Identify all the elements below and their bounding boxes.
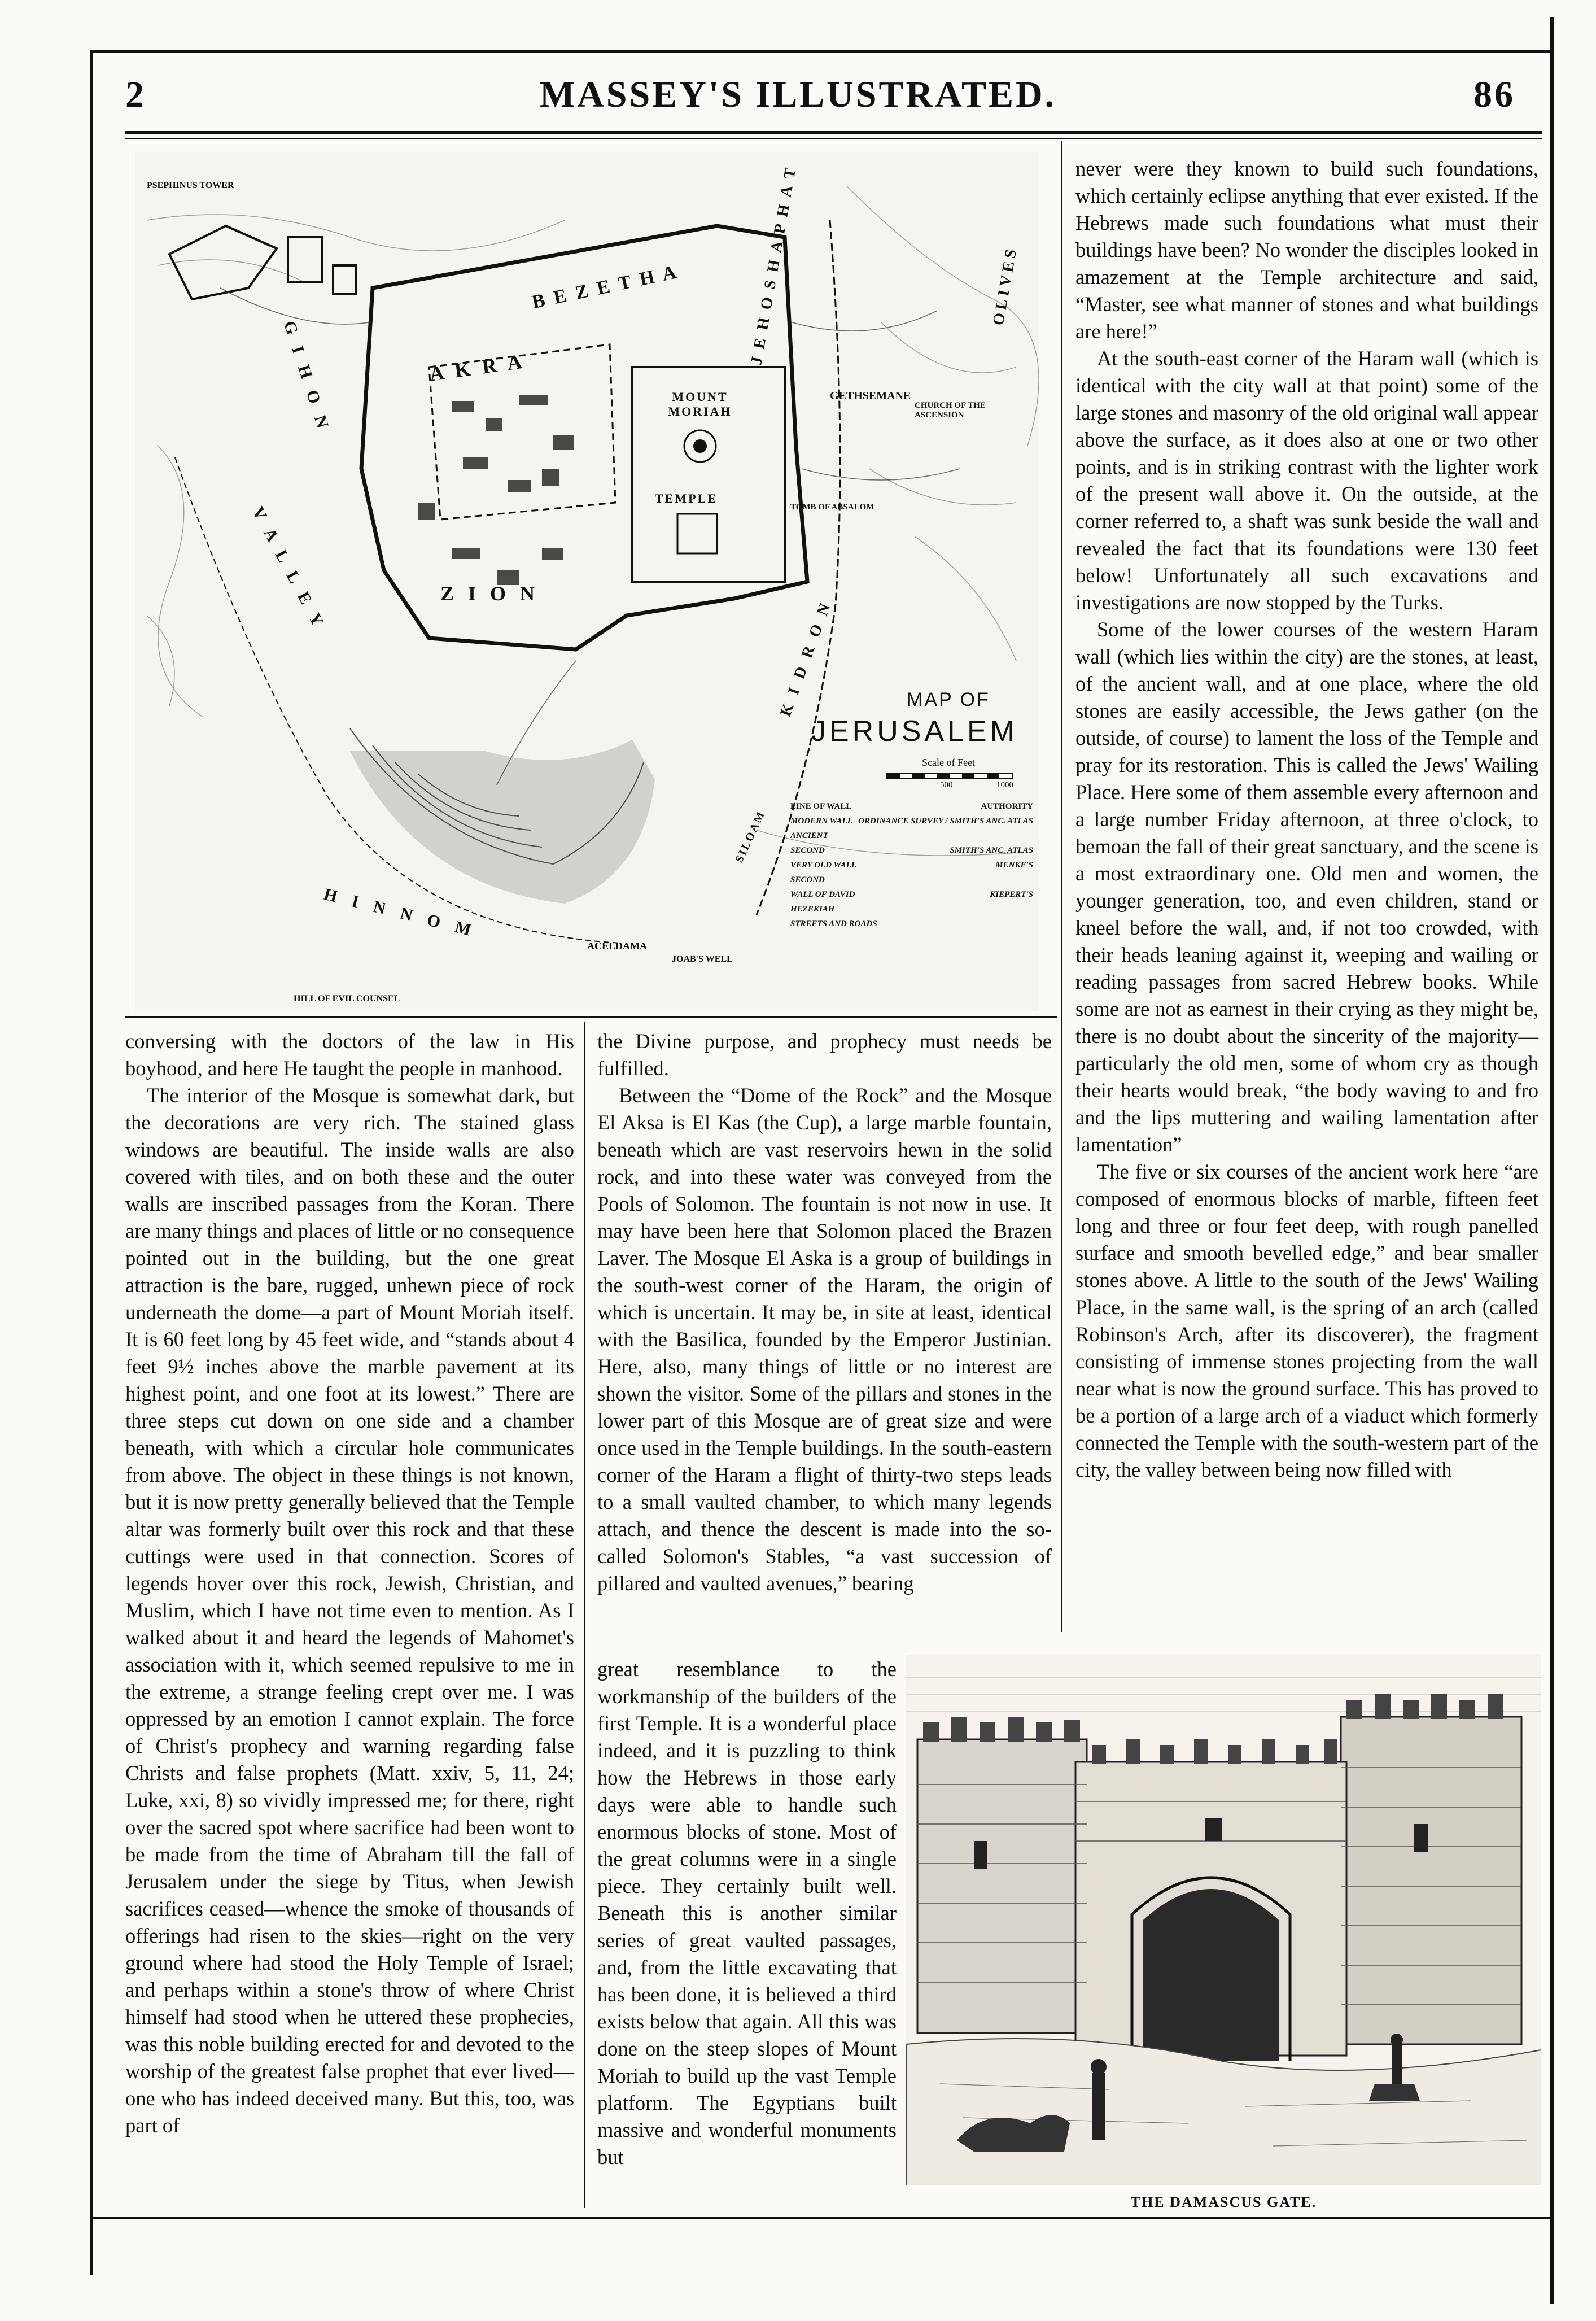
map-label-kidron: K I D R O N	[777, 597, 836, 719]
header-rule	[125, 131, 1542, 134]
damascus-gate-illustration	[906, 1655, 1541, 2185]
legend-row-line: STREETS AND ROADS	[790, 919, 877, 928]
damascus-gate-engraving	[906, 1655, 1541, 2185]
page-title: MASSEY'S ILLUSTRATED.	[539, 74, 1057, 115]
frame-top-rule	[90, 50, 1553, 53]
map-label-church-ascension: CHURCH OF THE ASCENSION	[915, 401, 986, 420]
map-label-gihon: G I H O N	[279, 319, 334, 435]
legend-row-line: SECOND	[790, 875, 825, 884]
legend-row-line: SECOND	[790, 846, 825, 855]
paragraph: Between the “Dome of the Rock” and the Mosque El Aksa is El Kas (the Cup), a large marble fountain, beneath which are vast reservoirs hewn in the solid rock, and into these water was conveyed from the Pools of Solomon. The fountain is not now in use. It may have been here that Solomon placed the Brazen Laver. The Mosque El Aska is a group of buildings in the south-west corner of the Haram, the origin of which is uncertain. It may be, in site at least, identical with the Basilica, founded by the Emperor Justinian. Here, also, many things of little or no interest are shown the visitor. Some of the pillars and stones in the lower part of this Mosque are of great size and were once used in the Temple buildings. In the south-eastern corner of the Haram a flight of thirty-two steps leads to a small vaulted chamber, to which many legends attach, and thence the descent is made into the so-called Solomon's Stables, “a vast succession of pillared and vaulted avenues,” bearing	[597, 1084, 1052, 1595]
legend-row-line: VERY OLD WALL	[790, 861, 856, 870]
map-label-aceldama: ACELDAMA	[587, 940, 647, 952]
legend-row-authority: KIEPERT'S	[990, 890, 1033, 899]
map-label-olives: OLIVES	[989, 245, 1021, 327]
map-label-tomb-absalom: TOMB OF ABSALOM	[790, 503, 874, 512]
paragraph: great resemblance to the workmanship of the builders of the first Temple. It is a wonderful place indeed, and it is puzzling to think how the Hebrews in those early days were able to handle such enormous blocks of stone. Most of the great columns were in a single piece. They certainly built well. Beneath this is another similar series of great vaulted passages, and, from the little excavating that has been done, it is believed a third exists below that again. All this was done on the steep slopes of Mount Moriah to build up the vast Temple platform. The Egyptians built massive and wonderful monuments but	[597, 1657, 897, 2169]
frame-left-rule	[90, 50, 93, 2275]
map-label-gethsemane: GETHSEMANE	[830, 390, 911, 402]
map-label-jehoshaphat: J E H O S H A P H A T	[747, 164, 800, 367]
article-column-right	[1075, 155, 1538, 1646]
paragraph: The five or six courses of the ancient work here “are composed of enormous blocks of marble, fifteen feet long and three or four feet deep, with rough panelled surface and smooth bevelled edge,” and bear smaller stones above. A little to the south of the Jews' Wailing Place, in the same wall, is the spring of an arch (called Robinson's Arch, after its discoverer), the fragment consisting of immense stones projecting from the wall near what is now the ground surface. This has proved to be a portion of a large arch of a viaduct which formerly connected the Temple with the south-western part of the city, the valley between being now filled with	[1075, 1160, 1538, 1481]
map-scale-label: Scale of Feet	[922, 757, 975, 768]
map-scale-tick-500: 500	[940, 780, 953, 789]
map-scale-tick-1000: 1000	[996, 780, 1013, 789]
paragraph: conversing with the doctors of the law in His boyhood, and here He taught the people in manhood.	[125, 1029, 574, 1080]
legend-row-line: MODERN WALL	[790, 817, 852, 826]
map-label-siloam: SILOAM	[733, 808, 768, 865]
header-rule-thin	[125, 138, 1542, 139]
map-of-jerusalem	[135, 152, 1039, 1011]
map-label-mount-moriah: MOUNT MORIAH	[668, 390, 732, 418]
article-column-middle-top	[597, 1028, 1052, 1655]
paragraph: never were they known to build such foundations, which certainly eclipse anything that ever existed. If the Hebrews made such foundations what must their buildings have been? No wonder the disciples looked in amazement at the Temple architecture and said, “Master, see what manner of stones and what buildings are here!”	[1075, 157, 1538, 343]
map-label-joabs-well: JOAB'S WELL	[672, 954, 733, 964]
figure-caption: THE DAMASCUS GATE.	[1130, 2194, 1317, 2210]
column-divider-left	[584, 1022, 585, 2208]
column-divider-right	[1061, 141, 1062, 1632]
map-label-temple: TEMPLE	[655, 491, 718, 505]
legend-header-line: LINE OF WALL	[790, 802, 852, 811]
page-number-right: 86	[1473, 74, 1515, 115]
paragraph: At the south-east corner of the Haram wall (which is identical with the city wall at that point) some of the large stones and masonry of the old original wall appear above the surface, as it does also at one or two other points, and is in striking contrast with the lighter work of the present wall above it. On the outside, at the corner referred to, a shaft was sunk beside the wall and revealed the fact that its foundations were 130 feet below! Unfortunately all such excavations and investigations are now stopped by the Turks.	[1075, 347, 1538, 614]
frame-right-rule	[1550, 17, 1554, 2304]
map-title-line2: JERUSALEM	[811, 715, 1018, 748]
paragraph: the Divine purpose, and prophecy must needs be fulfilled.	[597, 1029, 1052, 1080]
article-column-middle-bottom	[597, 1656, 897, 2220]
map-label-hill-evil-counsel: HILL OF EVIL COUNSEL	[294, 994, 400, 1004]
legend-row-line: ANCIENT	[790, 831, 828, 840]
map-label-zion: Z I O N	[440, 582, 540, 605]
paragraph: The interior of the Mosque is somewhat dark, but the decorations are very rich. The stained glass windows are beautiful. The inside walls are also covered with tiles, and on both these and the outer walls are inscribed passages from the Koran. There are many things and places of little or no consequence pointed out in the building, but the one great attraction is the bare, rugged, unhewn piece of rock underneath the dome—a part of Mount Moriah itself. It is 60 feet long by 45 feet wide, and “stands about 4 feet 9½ inches above the marble pavement at its highest point, and one foot at its lowest.” There are three steps cut down on one side and a chamber beneath, with which a circular hole communicates from above. The object in these things is not known, but it is now pretty generally believed that the Temple altar was formerly built over this rock and that these cuttings were used in that connection. Scores of legends hover over this rock, Jewish, Christian, and Muslim, which I have not time even to mention. As I walked about it and heard the legends of Mahomet's association with it, which seemed repulsive to me in the extreme, a strange feeling crept over me. I was oppressed by an emotion I cannot explain. The force of Christ's prophecy and warning regarding false Christs and false prophets (Matt. xxiv, 5, 11, 24; Luke, xxi, 8) so vividly impressed me; for there, right over the sacred spot where sacrifice had been wont to be made from the time of Abraham till the fall of Jerusalem under the siege by Titus, when Jewish sacrifices ceased—whence the smoke of thousands of offerings had risen to the skies—right on the very ground where had stood the Holy Temple of Israel; and perhaps within a stone's throw of where Christ himself had stood when he uttered these prophecies, was this noble building erected for and devoted to the worship of the greatest false prophet that ever lived—one who has indeed deceived many. But this, too, was part of	[125, 1084, 574, 2137]
map-legend	[790, 799, 1033, 931]
legend-row-line: HEZEKIAH	[790, 905, 835, 914]
map-title-line1: MAP OF	[907, 689, 990, 710]
map-scale-bar	[886, 773, 1013, 779]
map-label-bezetha: B E Z E T H A	[530, 261, 681, 313]
legend-header-authority: AUTHORITY	[981, 802, 1033, 811]
map-bottom-rule	[125, 1016, 1057, 1018]
map-label-hinnom: H I N N O M	[322, 884, 479, 941]
article-column-left	[125, 1028, 574, 2214]
legend-row-authority: SMITH'S ANC. ATLAS	[950, 846, 1033, 855]
map-label-psephinus-tower: PSEPHINUS TOWER	[147, 181, 234, 190]
legend-row-line: WALL OF DAVID	[790, 890, 855, 899]
legend-row-authority: MENKE'S	[995, 861, 1033, 870]
page-number-left: 2	[125, 74, 146, 115]
paragraph: Some of the lower courses of the western Haram wall (which lies within the city) are the stones, at least, of the ancient wall, and at one place, where the old stones are easily accessible, the Jews gather (on the outside, of course) to lament the loss of the Temple and pray for its restoration. This is called the Jews' Wailing Place. Here some of them assemble every afternoon and a large number Friday afternoon, at three o'clock, to bemoan the fall of their great sanctuary, and the scene is a most extraordinary one. Old men and women, the younger generation, too, and even children, stand or kneel before the wall, and, if not too crowded, with their heads leaning against it, weeping and wailing or reading passages from sacred Hebrew books. While some are not as earnest in their crying as they might be, there is no doubt about the sincerity of the majority—particularly the old men, some of whom cry as though their hearts would break, “the body waving to and fro and the lips muttering and wailing lamentation after lamentation”	[1075, 618, 1538, 1156]
legend-row-authority: ORDINANCE SURVEY / SMITH'S ANC. ATLAS	[858, 817, 1033, 826]
map-label-akra: A K R A	[428, 350, 527, 386]
map-label-valley: V A L L E Y	[248, 504, 329, 634]
